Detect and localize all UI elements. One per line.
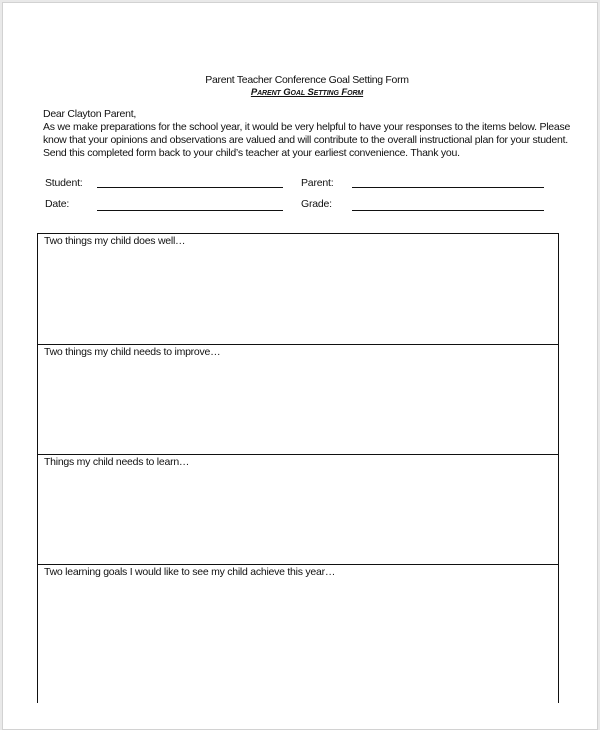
form-title: Parent Teacher Conference Goal Setting Form xyxy=(205,74,409,86)
goal-section-learning-goals[interactable] xyxy=(38,565,558,704)
grade-field[interactable] xyxy=(352,210,544,211)
grade-label: Grade: xyxy=(301,198,332,210)
goal-section-needs-improve[interactable] xyxy=(38,345,558,455)
letter-body xyxy=(43,108,570,160)
goal-section-label: Two things my child does well… xyxy=(44,235,186,247)
goal-section-label: Things my child needs to learn… xyxy=(44,456,190,468)
letter-line: Send this completed form back to your child’s teacher at your earliest convenience. Thank you. xyxy=(43,147,460,159)
date-label: Date: xyxy=(45,198,70,210)
goal-section-label: Two learning goals I would like to see my child achieve this year… xyxy=(44,566,336,578)
student-label: Student: xyxy=(45,177,83,189)
goal-section-does-well[interactable] xyxy=(38,234,558,345)
goal-section-label: Two things my child needs to improve… xyxy=(44,346,221,358)
letter-line: As we make preparations for the school year, it would be very helpful to have your responses to the items below. Please xyxy=(43,121,571,133)
goal-section-needs-learn[interactable] xyxy=(38,455,558,565)
parent-field[interactable] xyxy=(352,187,544,188)
letter-greeting: Dear Clayton Parent, xyxy=(43,108,137,120)
letter-line: know that your opinions and observations are valued and will contribute to the overall instructional plan for your student. xyxy=(43,134,568,146)
parent-label: Parent: xyxy=(301,177,334,189)
student-field[interactable] xyxy=(97,187,283,188)
form-subtitle: Parent Goal Setting Form xyxy=(250,87,364,98)
goals-table xyxy=(37,233,559,703)
date-field[interactable] xyxy=(97,210,283,211)
